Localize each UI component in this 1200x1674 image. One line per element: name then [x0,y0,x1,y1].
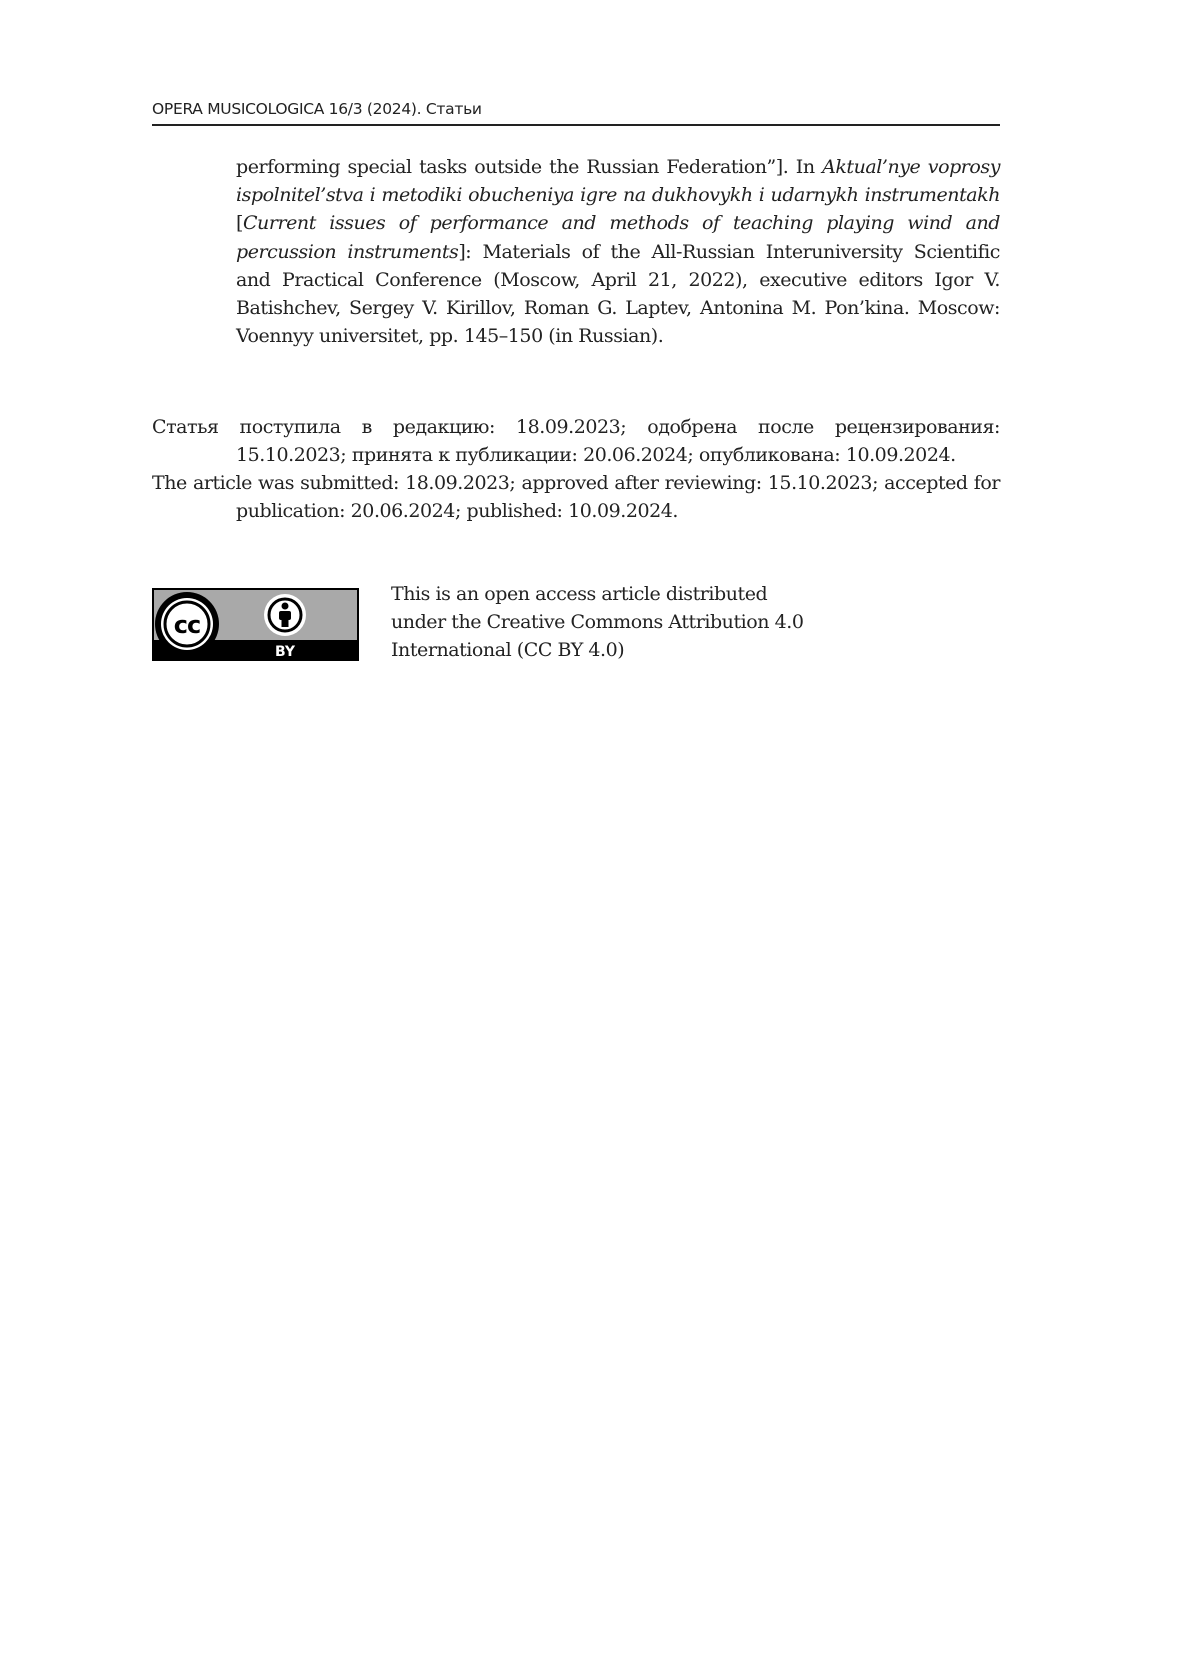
cc-icon [155,592,219,656]
article-history-russian: Статья поступила в редакцию: 18.09.2023; одобрена после рецензирования: 15.10.2023; принята к публикации: 20.06.2024; опубликована: 10.09.2024. [152,416,1000,467]
reference-bracket-open: [ [236,212,243,235]
attribution-person-icon [264,594,306,636]
license-statement [391,580,841,665]
article-history-english: The article was submitted: 18.09.2023; approved after reviewing: 15.10.2023; accepted for publication: 20.06.2024; published: 10.09.2024. [152,472,1000,523]
reference-text-end: ]: Materials of the All-Russian Interuniversity Scientific and Practical Conference (Moscow, April 21, 2022), executive editors Igor V. Batishchev, Sergey V. Kirillov, Roman G. Laptev, Antonina M. Pon’kina. Moscow: Voennyy universitet, pp. 145–150 (in Russian). [236,240,1000,348]
reference-title-translation: Current issues of performance and methods of teaching playing wind and percussion instruments [236,212,1000,263]
reference-text-start: performing special tasks outside the Russian Federation”]. In [236,156,823,178]
cc-by-license-logo [152,588,359,661]
license-line-3: International (CC BY 4.0) [391,639,625,662]
running-head: OPERA MUSICOLOGICA 16/3 (2024). Статьи [152,100,482,118]
reference-book-title: Aktual’nye voprosy ispolnitel’stva i metodiki obucheniya igre na dukhovykh i udarnykh instrumentakh [236,156,1001,207]
svg-text:cc: cc [173,611,201,639]
reference-entry [236,153,1000,350]
license-logo-by-text: BY [274,644,296,660]
license-line-2: under the Creative Commons Attribution 4.0 [391,611,804,634]
header-rule [152,124,1000,126]
license-line-1: This is an open access article distributed [391,583,768,605]
